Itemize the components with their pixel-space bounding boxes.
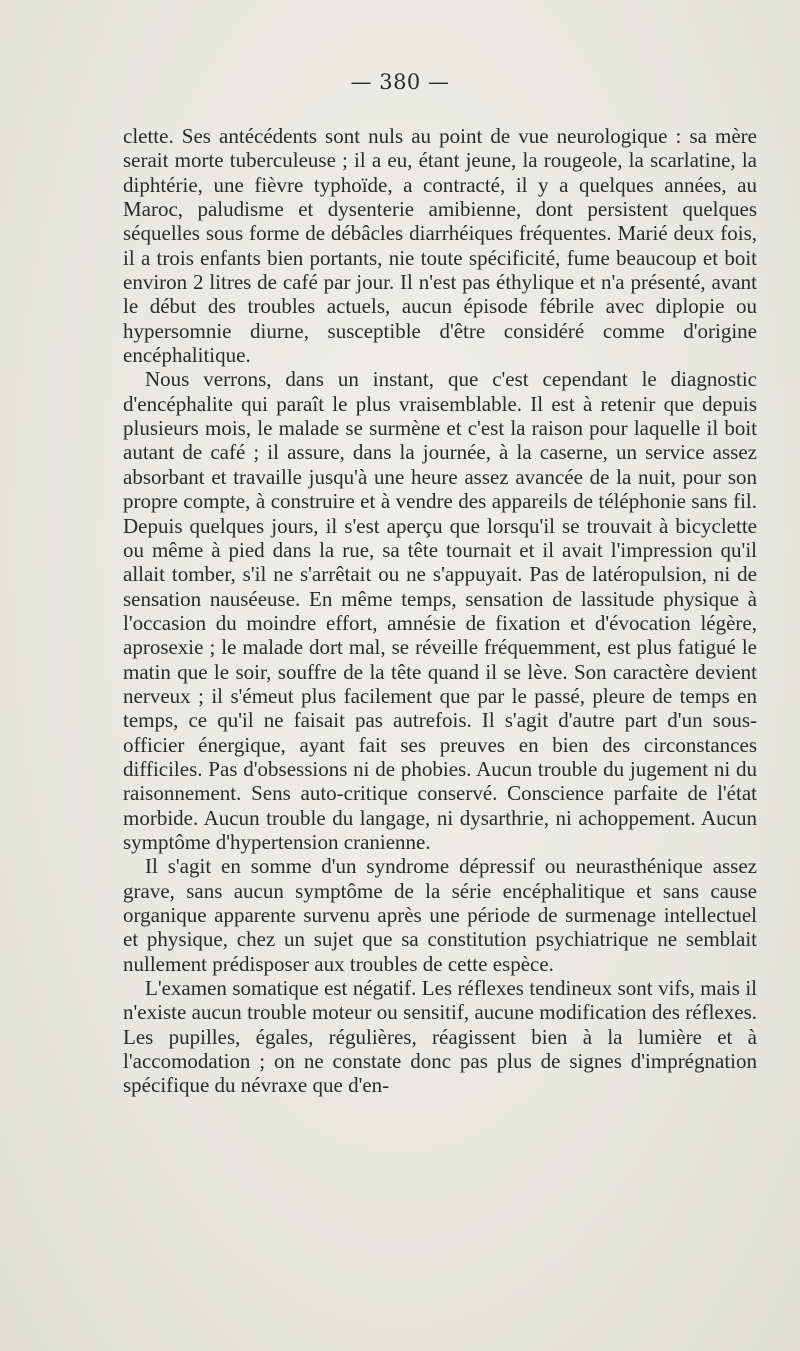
- paragraph-3: Il s'agit en somme d'un syndrome dépressif ou neurasthénique assez grave, sans aucun symptôme de la série encéphalitique et sans cause organique apparente survenu après une période de surmenage intellectuel et physique, chez un sujet que sa constitution psychiatrique ne semblait nullement prédisposer aux troubles de cette espèce.: [123, 854, 757, 976]
- paragraph-1: clette. Ses antécédents sont nuls au point de vue neurologique : sa mère serait morte tuberculeuse ; il a eu, étant jeune, la rougeole, la scarlatine, la diphtérie, une fièvre typhoïde, a contracté, il y a quelques années, au Maroc, paludisme et dysenterie amibienne, dont persistent quelques séquelles sous forme de débâcles diarrhéiques fréquentes. Marié deux fois, il a trois enfants bien portants, nie toute spécificité, fume beaucoup et boit environ 2 litres de café par jour. Il n'est pas éthylique et n'a présenté, avant le début des troubles actuels, aucun épisode fébrile avec diplopie ou hypersomnie diurne, susceptible d'être considéré comme d'origine encéphalitique.: [123, 124, 757, 368]
- body-text: [123, 124, 757, 1098]
- page-number: — 380 —: [350, 70, 450, 94]
- paragraph-4: L'examen somatique est négatif. Les réflexes tendineux sont vifs, mais il n'existe aucun trouble moteur ou sensitif, aucune modification des réflexes. Les pupilles, égales, régulières, réagissent bien à la lumière et à l'accomodation ; on ne constate donc pas plus de signes d'imprégnation spécifique du névraxe que d'en-: [123, 976, 757, 1098]
- paragraph-2: Nous verrons, dans un instant, que c'est cependant le diagnostic d'encéphalite qui paraît le plus vraisemblable. Il est à retenir que depuis plusieurs mois, le malade se surmène et c'est la raison pour laquelle il boit autant de café ; il assure, dans la journée, à la caserne, un service assez absorbant et travaille jusqu'à une heure assez avancée de la nuit, pour son propre compte, à construire et à vendre des appareils de téléphonie sans fil. Depuis quelques jours, il s'est aperçu que lorsqu'il se trouvait à bicyclette ou même à pied dans la rue, sa tête tournait et il avait l'impression qu'il allait tomber, s'il ne s'arrêtait ou ne s'appuyait. Pas de latéropulsion, ni de sensation nauséeuse. En même temps, sensation de lassitude physique à l'occasion du moindre effort, amnésie de fixation et d'évocation légère, aprosexie ; le malade dort mal, se réveille fréquemment, est plus fatigué le matin que le soir, souffre de la tête quand il se lève. Son caractère devient nerveux ; il s'émeut plus facilement que par le passé, pleure de temps en temps, ce qu'il ne faisait pas autrefois. Il s'agit d'autre part d'un sous-officier énergique, ayant fait ses preuves en bien des circonstances difficiles. Pas d'obsessions ni de phobies. Aucun trouble du jugement ni du raisonnement. Sens auto-critique conservé. Conscience parfaite de l'état morbide. Aucun trouble du langage, ni dysarthrie, ni achoppement. Aucun symptôme d'hypertension cranienne.: [123, 367, 757, 854]
